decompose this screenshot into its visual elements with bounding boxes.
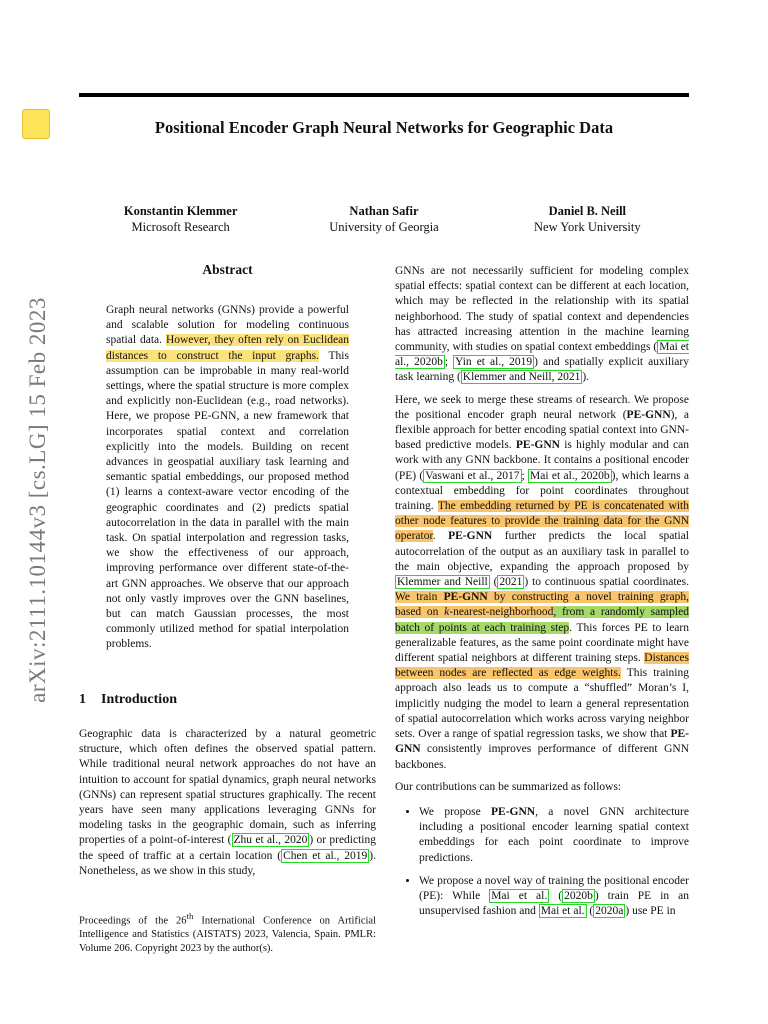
section-heading-introduction <box>79 692 177 708</box>
citation-link[interactable]: Zhu et al., 2020 <box>233 834 308 847</box>
bold-term: PE-GNN <box>443 591 488 604</box>
text-run: ( <box>549 889 563 902</box>
text-run: Proceedings of the 26 <box>79 915 187 927</box>
bold-term: PE-GNN <box>515 439 560 452</box>
text-run: We propose a novel way of training the positional encoder (PE): While <box>419 874 689 902</box>
text-run: This training approach also leads us to compute a “shuffled” Moran’s I, implicitly nudging the model to learn a general representation of spatial autocorrelation which works across varying neighbor sets. Over a range of spatial regression tasks, we show that <box>395 667 689 741</box>
text-run: ; <box>521 469 529 482</box>
text-run: Geographic data is characterized by a natural geometric structure, which often defines the observed spatial pattern. While traditional neural network approaches do not have an intuition to account for spatial dynamics, graph neural networks (GNNs) can represent spatial structures graphically. The recent years have seen many applications leveraging GNNs for modeling tasks in the geographic domain, such as inferring properties of a point-of-interest ( <box>79 728 376 847</box>
paragraph-contributions-intro: Our contributions can be summarized as follows: <box>395 780 622 793</box>
citation-link[interactable]: Klemmer and Neill, 2021 <box>462 371 581 384</box>
text-run: . This forces PE to learn generalizable features, as the same point coordinate might have different spatial neighbors at different training steps. <box>395 621 689 665</box>
text-run: ) use PE in <box>625 905 676 918</box>
text-run: consistently improves performance of different GNN backbones. <box>395 743 689 771</box>
section-title: Introduction <box>101 692 177 707</box>
paragraph-gnn-limits <box>395 264 689 386</box>
citation-link[interactable]: Vaswani et al., 2017 <box>425 469 520 482</box>
author-3 <box>487 203 687 235</box>
text-run: ), which learns a contextual embedding for point coordinates throughout training. <box>395 469 689 513</box>
text-run: ). <box>582 371 590 384</box>
bold-term: PE-GNN <box>395 728 689 756</box>
author-name: Konstantin Klemmer <box>123 204 238 218</box>
title-rule <box>79 93 689 97</box>
sticky-note-icon[interactable] <box>22 109 50 139</box>
citation-link[interactable]: Mai et al. <box>540 905 585 918</box>
text-run: further predicts the local spatial autocorrelation of the output as an auxiliary task in parallel to the main objective, expanding the approach proposed by <box>395 530 690 573</box>
superscript: th <box>186 911 194 921</box>
bold-term: PE-GNN <box>448 530 493 543</box>
text-run: GNNs are not necessarily sufficient for modeling complex spatial effects: spatial context can be different at each location, which may be reflected in the relationship with its spatial neighborhood. The study of spatial context and dependencies has attracted increasing attention in the machine learning community, with studies on spatial context embeddings ( <box>395 265 689 354</box>
text-run: This assumption can be improbable in many real-world settings, where the spatial structure is more complex and explicitly non-Euclidean (e.g., road networks). Here, we propose PE-GNN, a new framework that incorporates spatial context and correlation explicitly into the models. Building on recent advances in geospatial auxiliary task learning and semantic spatial embeddings, our proposed method (1) learns a context-aware vector encoding of the geographic coordinates and (2) predicts spatial autocorrelation in the data in parallel with the main task. On spatial interpolation and regression tasks, we show the effectiveness of our approach, improving performance over different state-of-the-art GNN approaches. We observe that our approach not only vastly improves over the GNN baselines, but can match Gaussian processes, the most commonly utilized method for spatial interpolation problems. <box>106 349 349 651</box>
text-run: ), a flexible approach for better encoding spatial context into GNN-based predictive models. <box>395 408 690 452</box>
highlight-annotation[interactable]: , from a randomly sampled batch of points at each training step <box>395 606 689 634</box>
text-run: Graph neural networks (GNNs) provide a powerful and scalable solution for modeling continuous spatial data. <box>106 304 349 347</box>
text-run: Here, we seek to merge these streams of research. We propose the positional encoder graph neural network ( <box>395 393 689 421</box>
text-run: -nearest-neighborhood <box>449 606 554 619</box>
author-affiliation: New York University <box>534 220 641 234</box>
abstract-heading: Abstract <box>202 262 253 277</box>
citation-link[interactable]: Mai et al., 2020b <box>395 341 689 369</box>
citation-link[interactable]: Yin et al., 2019 <box>455 356 533 369</box>
abstract-body <box>79 303 376 653</box>
text-run: . <box>432 530 449 543</box>
paragraph-pe-gnn <box>395 393 689 773</box>
list-item <box>419 874 689 920</box>
proceedings-footnote <box>79 910 376 955</box>
author-name: Daniel B. Neill <box>548 204 627 218</box>
math-k: k <box>444 606 450 619</box>
abstract-text <box>106 303 349 653</box>
text-run: is highly modular and can work with any GNN backbone. It contains a positional encoder (PE) ( <box>395 439 689 482</box>
text-run: ( <box>489 576 498 589</box>
section-number: 1 <box>79 692 86 707</box>
text-run: International Conference on Artificial Intelligence and Statistics (AISTATS) 2023, Valencia, Spain. PMLR: Volume 206. Copyright 2023 by the author(s). <box>79 915 376 954</box>
text-run: ). Nonetheless, as we show in this study, <box>79 849 376 877</box>
list-item <box>419 805 689 866</box>
contributions-list <box>395 805 689 919</box>
text-run: ) train PE in an unsupervised fashion and <box>419 889 690 918</box>
text-run: We train <box>395 591 444 604</box>
author-2 <box>284 203 484 235</box>
highlight-annotation[interactable]: However, they often rely on Euclidean distances to construct the input graphs. <box>106 334 349 362</box>
author-name: Nathan Safir <box>349 204 419 218</box>
paper-title: Positional Encoder Graph Neural Networks for Geographic Data <box>154 118 614 137</box>
author-affiliation: Microsoft Research <box>131 220 230 234</box>
arxiv-identifier: arXiv:2111.10144v3 [cs.LG] 15 Feb 2023 <box>25 297 50 703</box>
citation-link[interactable]: 2021 <box>499 576 523 589</box>
author-affiliation: University of Georgia <box>329 220 439 234</box>
citation-link[interactable]: 2020a <box>595 905 624 918</box>
citation-link[interactable]: Chen et al., 2019 <box>283 849 368 862</box>
citation-link[interactable]: Klemmer and Neill <box>397 576 488 589</box>
text-run: ( <box>586 905 594 918</box>
introduction-body <box>79 727 376 879</box>
text-run: ; <box>444 356 454 369</box>
author-1 <box>81 203 281 235</box>
bold-term: PE-GNN <box>626 408 671 421</box>
intro-paragraph <box>79 727 376 879</box>
text-run: We propose <box>419 805 492 818</box>
bold-term: PE-GNN <box>491 805 536 818</box>
text-run: ) to continuous spatial coordinates. <box>524 576 689 589</box>
right-column <box>395 264 689 927</box>
citation-link[interactable]: Mai et al., 2020b <box>530 469 610 482</box>
highlight-annotation[interactable]: Distances between nodes are reflected as edge weights. <box>395 652 689 680</box>
text-run: by constructing a novel training graph, based on <box>395 591 689 619</box>
text-run: , a novel GNN architecture including a positional encoder learning spatial context embeddings for each point coordinate to improve predictions. <box>419 805 689 864</box>
text-run: ) and spatially explicit auxiliary task learning ( <box>395 356 689 384</box>
citation-link[interactable]: Mai et al. <box>491 889 548 902</box>
highlight-annotation[interactable]: The embedding returned by PE is concatenated with other node features to provide the training data for the GNN operator <box>395 500 690 543</box>
author-list <box>79 203 689 235</box>
citation-link[interactable]: 2020b <box>564 889 593 902</box>
text-run: ) or predicting the speed of traffic at a certain location ( <box>79 834 376 862</box>
